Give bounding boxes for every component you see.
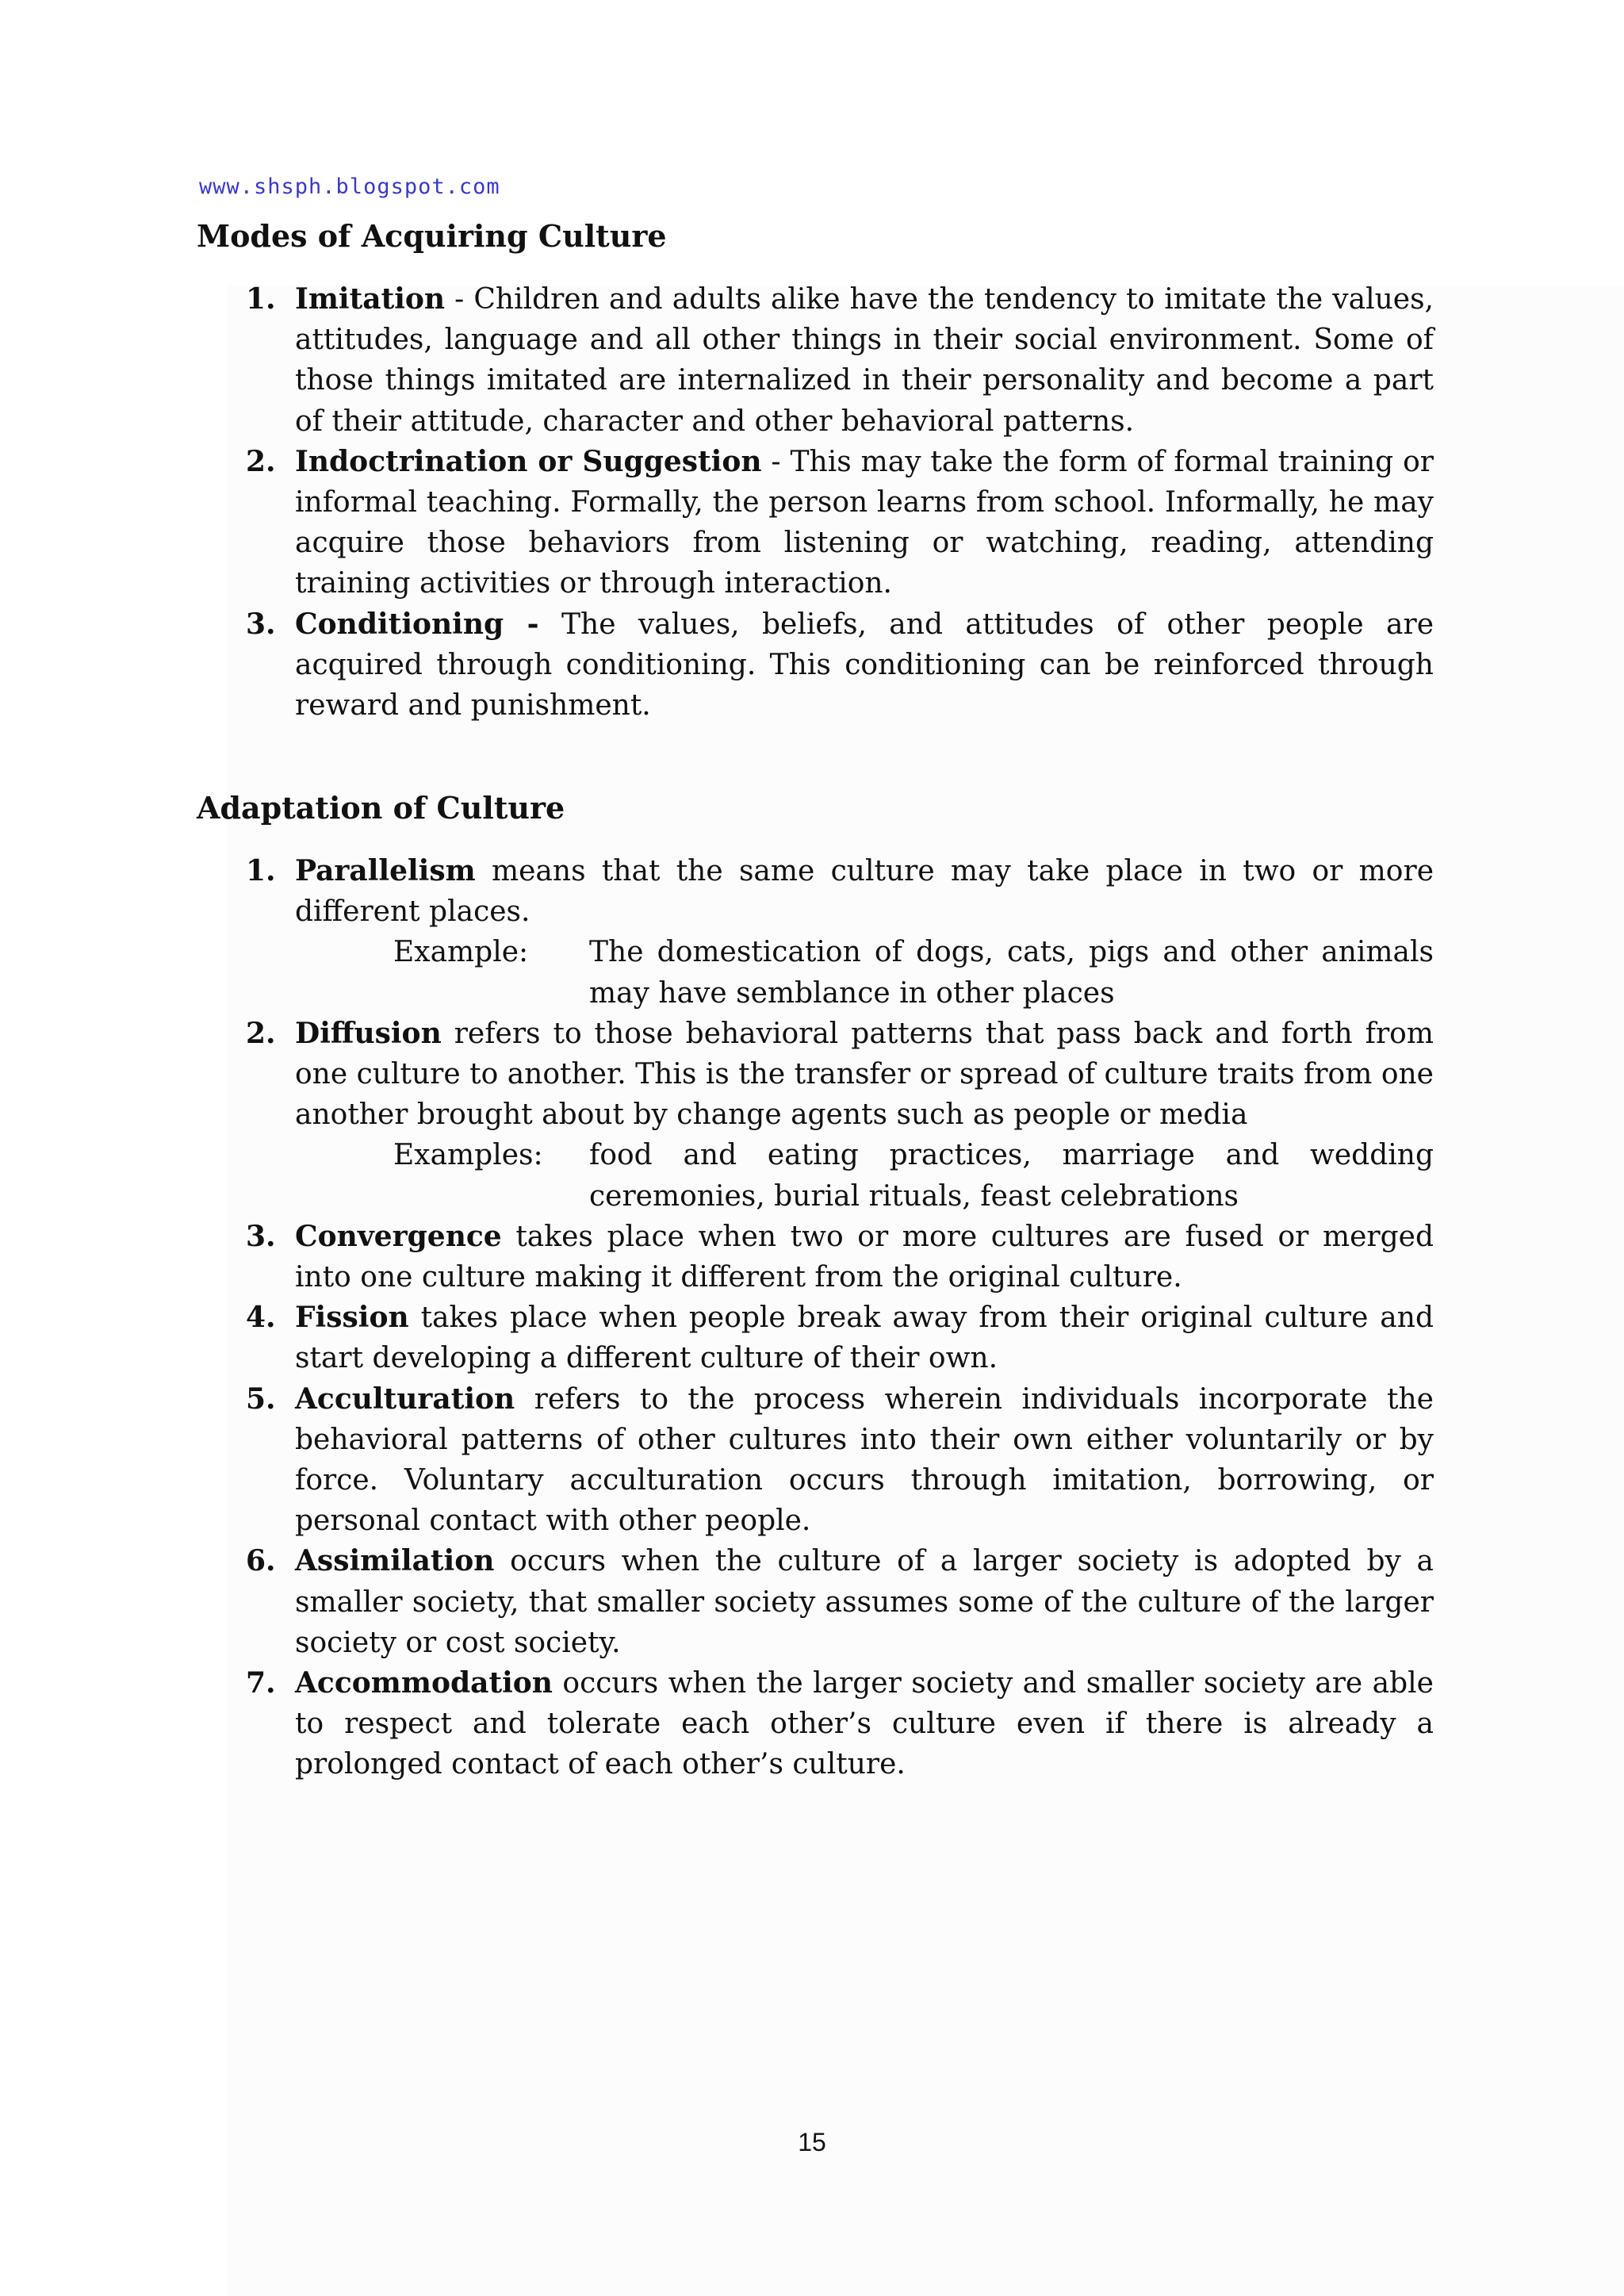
item-term: Acculturation (295, 1382, 515, 1416)
modes-list (246, 279, 1434, 726)
example-text: The domestication of dogs, cats, pigs and other animals may have semblance in other places (589, 936, 1434, 1010)
item-number: 7. (246, 1666, 276, 1700)
item-text: occurs when the larger society and smaller society are able to respect and tolerate each other’s culture even if there is already a prolonged contact of each other’s culture. (295, 1667, 1434, 1781)
adaptation-list (246, 851, 1434, 1785)
example-label: Examples: (393, 1139, 543, 1172)
list-item (246, 1297, 1434, 1378)
page-number: 15 (798, 2128, 826, 2156)
item-number: 4. (246, 1301, 276, 1335)
item-term: Diffusion (295, 1016, 442, 1050)
item-term: Indoctrination or Suggestion (295, 444, 762, 478)
item-term: Assimilation (295, 1544, 495, 1578)
item-term: Convergence (295, 1219, 502, 1253)
example-label: Example: (393, 936, 529, 969)
item-text: refers to the process wherein individuals incorporate the behavioral patterns of other cultures into their own either voluntarily or by force. Voluntary acculturation occurs through imitation, borrowing, or personal contact with other people. (295, 1382, 1434, 1538)
item-number: 1. (246, 282, 276, 316)
source-watermark: www.shsph.blogspot.com (199, 174, 500, 199)
item-text: The values, beliefs, and attitudes of other people are acquired through conditioning. This conditioning can be reinforced through reward and punishment. (295, 608, 1434, 723)
example-block (295, 1135, 1434, 1216)
item-text: - Children and adults alike have the tendency to imitate the values, attitudes, language and all other things in their social environment. Some of those things imitated are internalized in their personality and become a part of their attitude, character and other behavioral patterns. (295, 283, 1434, 438)
list-item (246, 1217, 1434, 1297)
item-number: 3. (246, 1219, 276, 1253)
item-text: occurs when the culture of a larger society is adopted by a smaller society, that smaller society assumes some of the culture of the larger society or cost society. (295, 1545, 1434, 1659)
list-item (246, 442, 1434, 604)
list-item (246, 1379, 1434, 1542)
item-term: Fission (295, 1301, 409, 1335)
item-number: 3. (246, 607, 276, 641)
section-title-adaptation: Adaptation of Culture (197, 790, 565, 826)
list-item (246, 1663, 1434, 1785)
item-text: takes place when two or more cultures are fused or merged into one culture making it different from the original culture. (295, 1220, 1434, 1294)
section-title-modes: Modes of Acquiring Culture (197, 218, 667, 255)
list-item (246, 279, 1434, 442)
item-term: Imitation (295, 282, 446, 316)
list-item (246, 851, 1434, 1014)
item-text: - This may take the form of formal training or informal teaching. Formally, the person learns from school. Informally, he may acquire those behaviors from listening or watching, reading, attending training activities or through interaction. (295, 445, 1434, 600)
list-item (246, 1541, 1434, 1663)
item-number: 5. (246, 1382, 276, 1416)
item-number: 1. (246, 854, 276, 887)
list-item (246, 604, 1434, 726)
item-number: 2. (246, 1016, 276, 1050)
item-text: refers to those behavioral patterns that pass back and forth from one culture to another. This is the transfer or spread of culture traits from one another brought about by change agents such as people or media (295, 1017, 1434, 1132)
example-block (295, 932, 1434, 1013)
list-item (246, 1014, 1434, 1217)
item-text: means that the same culture may take place in two or more different places. (295, 855, 1434, 929)
item-text: takes place when people break away from their original culture and start developing a different culture of their own. (295, 1301, 1434, 1375)
item-term: Conditioning - (295, 607, 539, 641)
item-number: 6. (246, 1544, 276, 1578)
example-text: food and eating practices, marriage and wedding ceremonies, burial rituals, feast celebrations (589, 1139, 1434, 1213)
item-number: 2. (246, 444, 276, 478)
item-term: Parallelism (295, 854, 476, 887)
item-term: Accommodation (295, 1666, 553, 1700)
